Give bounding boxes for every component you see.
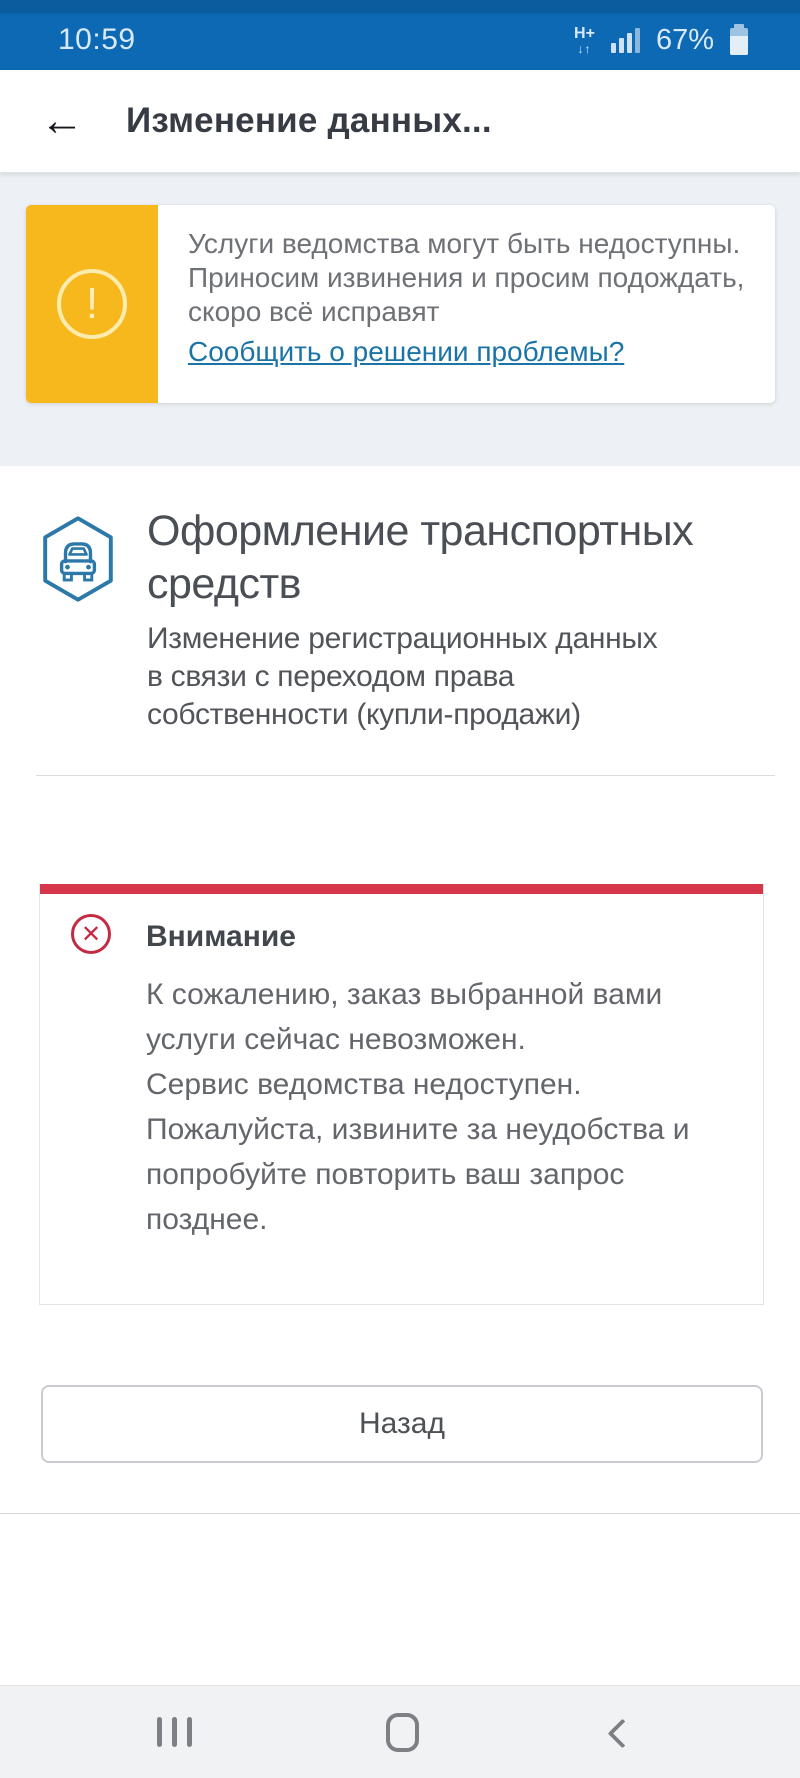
status-bar [0,0,800,70]
back-arrow-icon[interactable]: ← [40,96,84,145]
service-subtitle: Изменение регистрационных данных в связи с переходом права собственности (купли-продажи) [147,622,658,731]
page-title: Изменение данных... [126,101,492,140]
app-header [0,70,800,173]
back-button[interactable]: Назад [41,1385,763,1463]
nav-back-icon[interactable] [608,1718,638,1748]
service-text [147,505,767,734]
signal-strength-icon [611,27,640,53]
alert-text [146,972,733,1242]
exclamation-icon: ! [57,269,127,339]
warning-message: Услуги ведомства могут быть недоступны. Приносим извинения и просим подождать, скоро всё исправят [188,228,745,327]
status-icons [574,24,748,57]
warning-accent-panel [26,205,158,403]
alert-line: К сожалению, заказ выбранной вами услуги сейчас невозможен. [146,978,663,1056]
alert-line: Пожалуйста, извините за неудобства и попробуйте повторить ваш запрос позднее. [146,1113,690,1236]
network-type-icon: H+ ↓↑ [574,24,595,56]
battery-percentage: 67% [655,23,714,56]
clock: 10:59 [58,23,136,56]
battery-icon [730,28,748,55]
error-alert-card [39,884,764,1305]
notice-section [0,173,800,466]
alert-title: Внимание [146,920,296,953]
warning-body [158,205,766,403]
home-icon[interactable] [386,1713,419,1752]
divider [36,775,775,776]
car-icon [36,513,120,610]
android-nav-bar [0,1685,800,1778]
divider [0,1513,800,1514]
recent-apps-icon[interactable] [157,1717,192,1747]
service-section [0,466,800,776]
error-circle-x-icon: ✕ [71,914,111,954]
alert-body [40,894,763,1304]
service-warning-card [26,205,775,403]
service-title: Оформление транспортных средств [147,507,694,608]
alert-line: Сервис ведомства недоступен. [146,1068,582,1101]
report-problem-link[interactable]: Сообщить о решении проблемы? [188,336,625,367]
alert-top-bar [40,884,763,894]
